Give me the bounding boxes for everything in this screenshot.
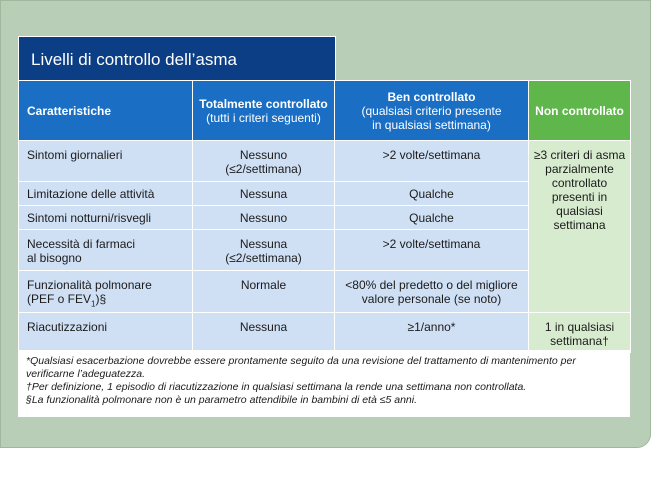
cell-line: 1 in qualsiasi <box>544 320 615 334</box>
cell-line: Funzionalità polmonare <box>27 278 152 292</box>
fully-controlled-cell: Normale <box>193 271 335 313</box>
cell-line: (≤2/settimana) <box>225 251 302 265</box>
fully-controlled-cell <box>193 230 335 271</box>
cell-line: controllato <box>551 176 608 190</box>
header-characteristics: Caratteristiche <box>19 81 193 141</box>
cell-line: presenti in <box>551 190 608 204</box>
label-text: (PEF o FEV <box>27 292 92 306</box>
well-controlled-cell <box>335 271 529 313</box>
fully-controlled-cell: Nessuna <box>193 313 335 353</box>
header-well-controlled-title: Ben controllato <box>387 89 476 104</box>
cell-line: <80% del predetto o del migliore <box>345 278 518 292</box>
cell-line <box>27 292 188 311</box>
header-fully-controlled-subtitle: (tutti i criteri seguenti) <box>206 110 321 125</box>
cell-line: (≤2/settimana) <box>225 162 302 176</box>
header-well-controlled <box>335 81 529 141</box>
label-text: )§ <box>95 292 107 306</box>
header-well-controlled-subtitle: (qualsiasi criterio presente in qualsiasi settimana) <box>361 103 502 132</box>
well-controlled-cell: Qualche <box>335 182 529 206</box>
cell-line: al bisogno <box>27 251 82 265</box>
row-label <box>19 271 193 313</box>
asthma-control-table <box>18 80 631 353</box>
row-label: Sintomi notturni/risvegli <box>19 206 193 230</box>
cell-line: Nessuno <box>239 148 288 162</box>
footnote-definition: †Per definizione, 1 episodio di riacutizzazione in qualsiasi settimana la rende una settimana non controllata. <box>26 381 527 393</box>
well-controlled-cell: >2 volte/settimana <box>335 230 529 271</box>
fully-controlled-cell: Nessuno <box>193 206 335 230</box>
cell-line: qualsiasi <box>556 204 603 218</box>
not-controlled-criteria-cell <box>529 141 631 313</box>
not-controlled-exacerbation-cell <box>529 313 631 353</box>
table-title: Livelli di controllo dell’asma <box>18 36 336 80</box>
cell-line: Nessuna <box>239 237 288 251</box>
row-label: Sintomi giornalieri <box>19 141 193 182</box>
footnote-lung-function: §La funzionalità polmonare non è un parametro attendibile in bambini di età ≤5 anni. <box>26 394 418 406</box>
table-row <box>19 313 631 353</box>
row-label: Riacutizzazioni <box>19 313 193 353</box>
header-not-controlled: Non controllato <box>529 81 631 141</box>
table-row <box>19 141 631 182</box>
cell-line: settimana <box>553 218 606 232</box>
fully-controlled-cell: Nessuna <box>193 182 335 206</box>
cell-line: parzialmente <box>545 162 614 176</box>
cell-line: Necessità di farmaci <box>27 237 136 251</box>
cell-line: settimana† <box>550 334 609 348</box>
row-label: Limitazione delle attività <box>19 182 193 206</box>
fully-controlled-cell <box>193 141 335 182</box>
cell-line: valore personale (se noto) <box>361 292 502 306</box>
well-controlled-cell: Qualche <box>335 206 529 230</box>
well-controlled-cell: >2 volte/settimana <box>335 141 529 182</box>
footnotes <box>18 350 630 417</box>
header-fully-controlled-title: Totalmente controllato <box>199 96 328 111</box>
well-controlled-cell: ≥1/anno* <box>335 313 529 353</box>
header-fully-controlled <box>193 81 335 141</box>
cell-line: ≥3 criteri di asma <box>533 148 626 162</box>
label-subscript: 1 <box>91 299 96 309</box>
table-header-row <box>19 81 631 141</box>
footnote-exacerbation: *Qualsiasi esacerbazione dovrebbe essere prontamente seguito da una revisione del trattamento di mantenimento per verificarne l’adeguatezza. <box>26 355 576 380</box>
row-label <box>19 230 193 271</box>
